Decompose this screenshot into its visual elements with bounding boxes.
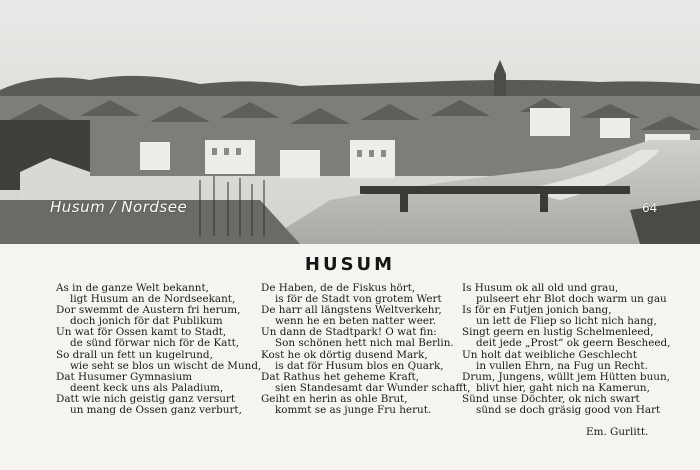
poem-line: Kost he ok dörtig dusend Mark, [261, 348, 428, 361]
poem-line: Dor swemmt de Austern fri herum, [56, 304, 241, 317]
poem-column-2 [261, 283, 470, 416]
poem-line: in vullen Ehrn, na Fug un Recht. [476, 359, 648, 372]
bridge [360, 186, 630, 194]
poem-author: Em. Gurlitt. [586, 426, 649, 438]
poem-line: As in de ganze Welt bekannt, [56, 282, 209, 294]
photo-number: 64 [642, 201, 658, 215]
poem-column-1 [56, 283, 261, 416]
poem-line: Un wat för Ossen kamt to Stadt, [56, 326, 227, 339]
poem-line: sien Standesamt dar Wunder schafft, [275, 381, 471, 394]
poem-line: pulseert ehr Blot doch warm un gau [476, 293, 667, 306]
poem-line: Un dann de Stadtpark! O wat fin: [261, 326, 437, 339]
poem-line: De Haben, de de Fiskus hört, [261, 282, 416, 294]
poem-line: deent keck uns als Paladium, [70, 381, 224, 394]
poem-line: Is för en Futjen jonich bang, [462, 304, 612, 317]
poem-line: Sünd unse Döchter, ok nich swart [462, 392, 640, 405]
poem-line: kommt se as junge Fru herut. [275, 404, 432, 417]
poem-line: doch jonich för dat Publikum [70, 315, 223, 328]
poem-line: Datt wie nich geistig ganz versurt [56, 392, 236, 405]
poem-line: Dat Husumer Gymnasium [56, 370, 193, 383]
poem-line: ligt Husum an de Nordseekant, [70, 293, 236, 306]
poem-line: De harr all längstens Weltverkehr, [261, 304, 442, 317]
poem-line: sünd se doch gräsig good von Hart [476, 404, 661, 417]
poem-line: Is Husum ok all old und grau, [462, 282, 619, 294]
poem-line: Drum, Jungens, wüllt jem Hütten buun, [462, 370, 670, 383]
poem-line: Dat Rathus het geheme Kraft, [261, 370, 419, 383]
poem-title: HUSUM [304, 254, 396, 275]
poem-line: wie seht se blos un wischt de Mund, [70, 359, 262, 372]
poem-column-3 [462, 283, 670, 416]
poem-line: blivt hier, gaht nich na Kamerun, [476, 381, 650, 394]
poem-line: So drall un fett un kugelrund, [56, 348, 213, 361]
poem-line: deit jede „Prost“ ok geern Bescheed, [476, 337, 671, 350]
poem-line: is dat för Husum blos en Quark, [275, 359, 444, 372]
photo-caption: Husum / Nordsee [50, 198, 188, 216]
poem-line: Singt geern en lustig Schelmenleed, [462, 326, 654, 339]
poem-line: Un holt dat weibliche Geschlecht [462, 348, 637, 361]
poem-line: is för de Stadt von grotem Wert [275, 293, 442, 306]
poem-line: un mang de Ossen ganz verburt, [70, 404, 242, 417]
poem-line: Son schönen hett nich mal Berlin. [275, 337, 454, 350]
poem-line: Geiht en herin as ohle Brut, [261, 392, 408, 405]
poem-line: wenn he en beten natter weer. [275, 315, 437, 328]
poem-line: un lett de Fliep so licht nich hang, [476, 315, 657, 328]
poem-line: de sünd förwar nich för de Katt, [70, 337, 240, 350]
